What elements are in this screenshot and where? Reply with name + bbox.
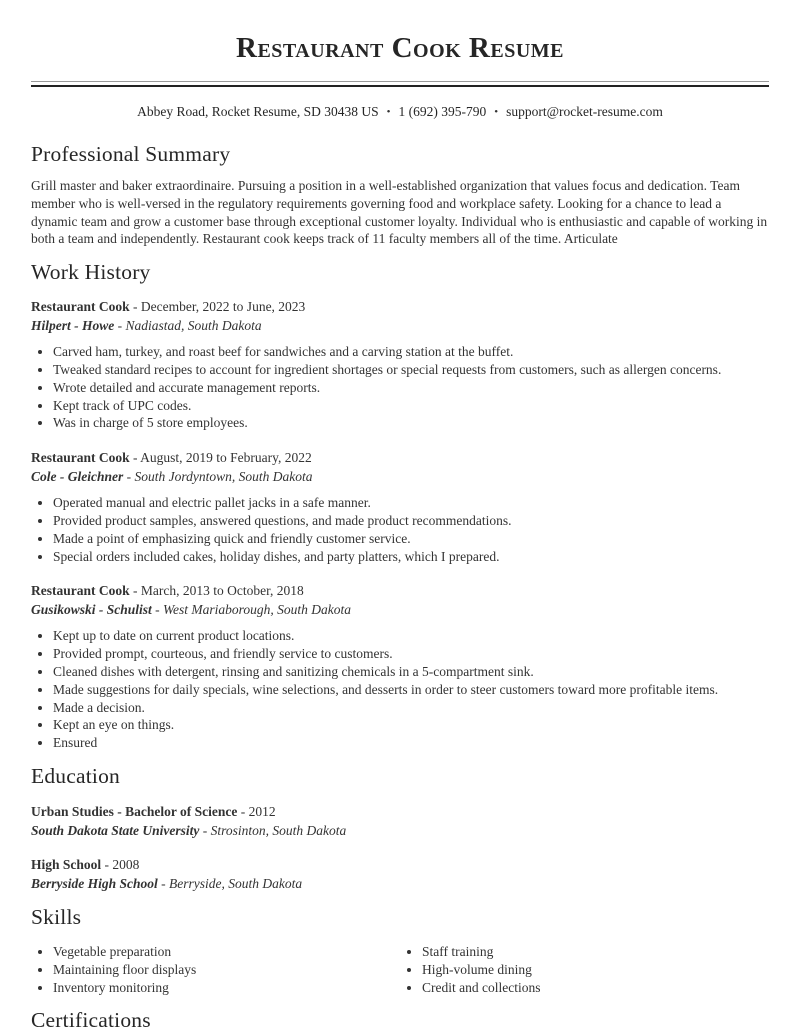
job-title-line [31, 448, 769, 467]
job-title: Restaurant Cook [31, 450, 130, 466]
job-entry-1 [31, 297, 769, 432]
professional-summary-heading: Professional Summary [31, 142, 231, 166]
bullet-item: • Ensured [53, 734, 769, 752]
education-year: - 2012 [240, 803, 276, 819]
bullet-item: • Kept an eye on things. [53, 716, 769, 734]
education-heading: Education [31, 763, 120, 788]
skill-item: • Inventory monitoring [53, 979, 400, 997]
job-location: - South Jordyntown, South Dakota [126, 469, 313, 485]
bullet-item: • Wrote detailed and accurate management reports. [53, 379, 769, 397]
education-school-line [31, 874, 769, 893]
skills-column-right [400, 943, 769, 996]
bullet-item: • Kept track of UPC codes. [53, 397, 769, 415]
education-degree-line [31, 802, 769, 821]
contact-address: Abbey Road, Rocket Resume, SD 30438 US [137, 104, 379, 119]
job-title: Restaurant Cook [31, 299, 130, 315]
education-degree: Urban Studies - Bachelor of Science [31, 803, 238, 819]
job-dates: - August, 2019 to February, 2022 [133, 450, 312, 466]
bullet-item: • Special orders included cakes, holiday dishes, and party platters, which I prepared. [53, 548, 769, 566]
job-dates: - March, 2013 to October, 2018 [133, 583, 304, 599]
job-company-line [31, 316, 769, 335]
education-school: Berryside High School [31, 875, 158, 891]
job-location: - Nadiastad, South Dakota [117, 318, 262, 334]
bullet-item: • Kept up to date on current product locations. [53, 627, 769, 645]
job-location: - West Mariaborough, South Dakota [155, 602, 352, 618]
contact-line [31, 103, 769, 121]
job-bullet-list [31, 343, 769, 432]
skill-item: • Staff training [422, 943, 769, 961]
job-bullet-list [31, 494, 769, 565]
professional-summary-text: Grill master and baker extraordinaire. Pursuing a position in a well-established organization that values focus and dedication. Team member who is well-versed in the regulatory requirements governing food and workplace safety. Looking for a chance to lead a dynamic team and grow a customer base through exceptional customer loyalty. Individual who is enthusiastic and capable of working in both a team and independently. Restaurant cook keeps track of 11 faculty members all of the time. Articulate [31, 178, 768, 247]
bullet-item: • Carved ham, turkey, and roast beef for sandwiches and a carving station at the buffet. [53, 343, 769, 361]
bullet-item: • Operated manual and electric pallet jacks in a safe manner. [53, 494, 769, 512]
skill-item: • Credit and collections [422, 979, 769, 997]
education-year: - 2008 [104, 856, 140, 872]
education-entry-2 [31, 855, 769, 893]
bullet-item: • Made a point of emphasizing quick and friendly customer service. [53, 530, 769, 548]
skills-section [31, 904, 769, 996]
job-company: Cole - Gleichner [31, 469, 124, 485]
contact-email: support@rocket-resume.com [506, 104, 663, 119]
skills-heading: Skills [31, 904, 82, 929]
skill-item: • Vegetable preparation [53, 943, 400, 961]
education-school-line [31, 821, 769, 840]
work-history-heading: Work History [31, 260, 151, 285]
job-dates: - December, 2022 to June, 2023 [133, 299, 306, 315]
education-location: - Berryside, South Dakota [161, 875, 303, 891]
contact-separator: • [386, 106, 391, 118]
education-entry-1 [31, 802, 769, 840]
job-company-line [31, 600, 769, 619]
job-entry-3 [31, 581, 769, 752]
education-school: South Dakota State University [31, 822, 200, 838]
bullet-item: • Provided prompt, courteous, and friendly service to customers. [53, 645, 769, 663]
bullet-item: • Made a decision. [53, 699, 769, 717]
header-divider [31, 81, 769, 87]
education-location: - Strosinton, South Dakota [202, 822, 347, 838]
bullet-item: • Made suggestions for daily specials, wine selections, and desserts in order to steer customers toward more profitable items. [53, 681, 769, 699]
certifications-heading: Certifications [31, 1008, 151, 1033]
job-company: Gusikowski - Schulist [31, 602, 152, 618]
work-history-section [31, 259, 769, 752]
skill-item: • Maintaining floor displays [53, 961, 400, 979]
job-title-line [31, 297, 769, 316]
job-title-line [31, 581, 769, 600]
skills-column-left [31, 943, 400, 996]
job-entry-2 [31, 448, 769, 565]
resume-title: Restaurant Cook Resume [236, 32, 564, 64]
skill-item: • High-volume dining [422, 961, 769, 979]
certifications-section [31, 1007, 769, 1033]
resume-header [31, 30, 769, 121]
education-degree: High School [31, 856, 102, 872]
job-company: Hilpert - Howe [31, 318, 115, 334]
bullet-item: • Cleaned dishes with detergent, rinsing and sanitizing chemicals in a 5-compartment sink. [53, 663, 769, 681]
job-title: Restaurant Cook [31, 583, 130, 599]
professional-summary-section [31, 141, 769, 248]
bullet-item: • Tweaked standard recipes to account for ingredient shortages or special requests from customers, such as allergen concerns. [53, 361, 769, 379]
skills-columns [31, 943, 769, 996]
job-company-line [31, 467, 769, 486]
bullet-item: • Provided product samples, answered questions, and made product recommendations. [53, 512, 769, 530]
bullet-item: • Was in charge of 5 store employees. [53, 414, 769, 432]
education-degree-line [31, 855, 769, 874]
job-bullet-list [31, 627, 769, 752]
education-section [31, 763, 769, 893]
contact-separator: • [494, 106, 499, 118]
contact-phone: 1 (692) 395-790 [398, 104, 487, 119]
